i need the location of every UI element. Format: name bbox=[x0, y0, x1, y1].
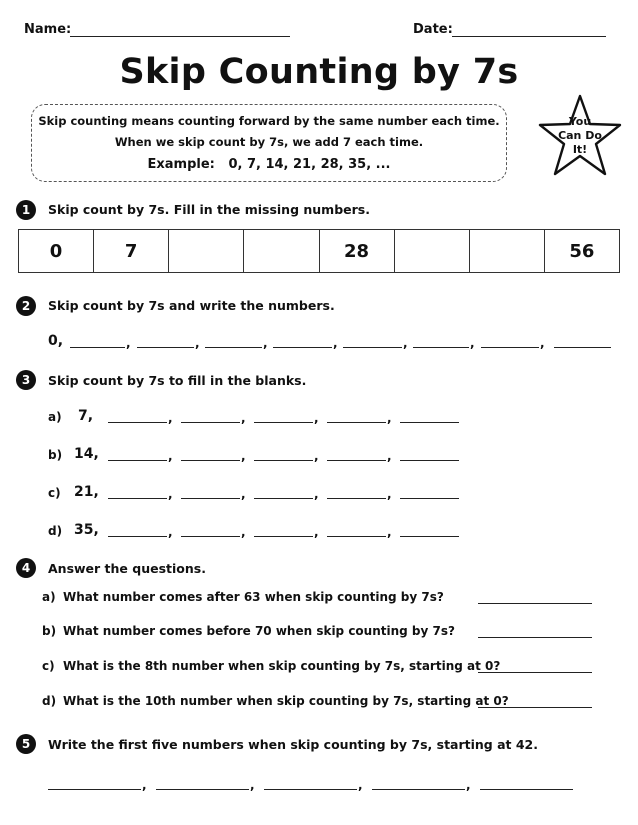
comma: , bbox=[333, 336, 338, 350]
comma: , bbox=[241, 411, 246, 425]
answer-blank[interactable] bbox=[413, 347, 469, 348]
comma: , bbox=[470, 336, 475, 350]
number-cell: 28 bbox=[320, 230, 395, 272]
date-field[interactable] bbox=[452, 36, 606, 37]
answer-blank[interactable] bbox=[48, 789, 141, 790]
page-title: Skip Counting by 7s bbox=[119, 52, 519, 92]
number-cell: 56 bbox=[569, 240, 595, 262]
question-number-4: 4 bbox=[16, 558, 36, 578]
name-field[interactable] bbox=[70, 36, 290, 37]
q4-item-text: What number comes after 63 when skip counting by 7s? bbox=[63, 590, 444, 604]
comma: , bbox=[241, 487, 246, 501]
comma: , bbox=[126, 336, 131, 350]
comma: , bbox=[540, 336, 545, 350]
answer-blank[interactable] bbox=[343, 347, 402, 348]
comma: , bbox=[142, 778, 147, 792]
number-cell: 7 bbox=[94, 230, 169, 272]
q4-item-label: b) bbox=[42, 624, 57, 638]
answer-blank[interactable] bbox=[481, 347, 539, 348]
question-number-3: 3 bbox=[16, 370, 36, 390]
answer-blank[interactable] bbox=[554, 347, 611, 348]
answer-blank[interactable] bbox=[273, 347, 332, 348]
comma: , bbox=[241, 449, 246, 463]
answer-blank[interactable] bbox=[478, 603, 592, 604]
comma: , bbox=[168, 525, 173, 539]
comma: , bbox=[387, 411, 392, 425]
question-number-1: 1 bbox=[16, 200, 36, 220]
comma: , bbox=[403, 336, 408, 350]
answer-blank[interactable] bbox=[400, 498, 459, 499]
q3-row-label: c) bbox=[48, 486, 61, 500]
q3-row-label: a) bbox=[48, 410, 62, 424]
comma: , bbox=[168, 487, 173, 501]
q4-item-text: What is the 8th number when skip counting by 7s, starting at 0? bbox=[63, 659, 501, 673]
comma: , bbox=[466, 778, 471, 792]
answer-blank[interactable] bbox=[400, 422, 459, 423]
q3-row-label: b) bbox=[48, 448, 63, 462]
number-cell: 0 bbox=[19, 230, 94, 272]
answer-blank[interactable] bbox=[108, 536, 167, 537]
answer-blank[interactable] bbox=[108, 498, 167, 499]
answer-blank[interactable] bbox=[478, 672, 592, 673]
question-number-5: 5 bbox=[16, 734, 36, 754]
blank-cell[interactable] bbox=[244, 230, 319, 272]
intro-example: Example: 0, 7, 14, 21, 28, 35, ... bbox=[147, 157, 391, 172]
date-label: Date: bbox=[413, 22, 453, 37]
answer-blank[interactable] bbox=[254, 498, 313, 499]
number-cell-row bbox=[18, 229, 620, 273]
question-1-text: Skip count by 7s. Fill in the missing numbers. bbox=[48, 202, 370, 217]
answer-blank[interactable] bbox=[327, 422, 386, 423]
answer-blank[interactable] bbox=[70, 347, 125, 348]
answer-blank[interactable] bbox=[137, 347, 194, 348]
answer-blank[interactable] bbox=[327, 460, 386, 461]
answer-blank[interactable] bbox=[327, 536, 386, 537]
answer-blank[interactable] bbox=[478, 707, 592, 708]
q4-item-label: a) bbox=[42, 590, 56, 604]
q4-item-label: c) bbox=[42, 659, 55, 673]
comma: , bbox=[387, 525, 392, 539]
comma: , bbox=[195, 336, 200, 350]
intro-line-2: When we skip count by 7s, we add 7 each time. bbox=[114, 135, 424, 149]
answer-blank[interactable] bbox=[254, 536, 313, 537]
comma: , bbox=[387, 487, 392, 501]
q2-start-value: 0, bbox=[48, 333, 64, 349]
comma: , bbox=[314, 449, 319, 463]
q4-item-text: What is the 10th number when skip counting by 7s, starting at 0? bbox=[63, 694, 509, 708]
comma: , bbox=[314, 525, 319, 539]
answer-blank[interactable] bbox=[181, 460, 240, 461]
name-label: Name: bbox=[24, 22, 72, 37]
blank-cell[interactable] bbox=[395, 230, 470, 272]
comma: , bbox=[168, 449, 173, 463]
question-5-text: Write the first five numbers when skip counting by 7s, starting at 42. bbox=[48, 737, 539, 752]
question-3-text: Skip count by 7s to fill in the blanks. bbox=[48, 373, 307, 388]
blank-cell[interactable] bbox=[470, 230, 545, 272]
badge-line-2: Can Do bbox=[558, 129, 602, 142]
answer-blank[interactable] bbox=[156, 789, 249, 790]
badge-line-3: It! bbox=[572, 143, 588, 156]
comma: , bbox=[168, 411, 173, 425]
q3-row-start: 7, bbox=[78, 408, 94, 424]
answer-blank[interactable] bbox=[478, 637, 592, 638]
answer-blank[interactable] bbox=[327, 498, 386, 499]
answer-blank[interactable] bbox=[400, 460, 459, 461]
answer-blank[interactable] bbox=[372, 789, 465, 790]
answer-blank[interactable] bbox=[400, 536, 459, 537]
answer-blank[interactable] bbox=[108, 422, 167, 423]
q4-item-label: d) bbox=[42, 694, 57, 708]
answer-blank[interactable] bbox=[181, 422, 240, 423]
comma: , bbox=[387, 449, 392, 463]
comma: , bbox=[250, 778, 255, 792]
answer-blank[interactable] bbox=[264, 789, 357, 790]
question-4-text: Answer the questions. bbox=[48, 561, 206, 576]
q3-row-start: 14, bbox=[74, 446, 99, 462]
answer-blank[interactable] bbox=[181, 498, 240, 499]
answer-blank[interactable] bbox=[254, 460, 313, 461]
badge-line-1: You bbox=[568, 115, 592, 128]
blank-cell[interactable] bbox=[169, 230, 244, 272]
answer-blank[interactable] bbox=[254, 422, 313, 423]
comma: , bbox=[241, 525, 246, 539]
comma: , bbox=[263, 336, 268, 350]
answer-blank[interactable] bbox=[480, 789, 573, 790]
comma: , bbox=[314, 487, 319, 501]
comma: , bbox=[358, 778, 363, 792]
q3-row-start: 21, bbox=[74, 484, 99, 500]
answer-blank[interactable] bbox=[205, 347, 262, 348]
question-2-text: Skip count by 7s and write the numbers. bbox=[48, 298, 335, 313]
q3-row-label: d) bbox=[48, 524, 63, 538]
comma: , bbox=[314, 411, 319, 425]
q3-row-start: 35, bbox=[74, 522, 99, 538]
question-number-2: 2 bbox=[16, 296, 36, 316]
q4-item-text: What number comes before 70 when skip counting by 7s? bbox=[63, 624, 455, 638]
answer-blank[interactable] bbox=[181, 536, 240, 537]
answer-blank[interactable] bbox=[108, 460, 167, 461]
intro-line-1: Skip counting means counting forward by the same number each time. bbox=[38, 114, 500, 128]
